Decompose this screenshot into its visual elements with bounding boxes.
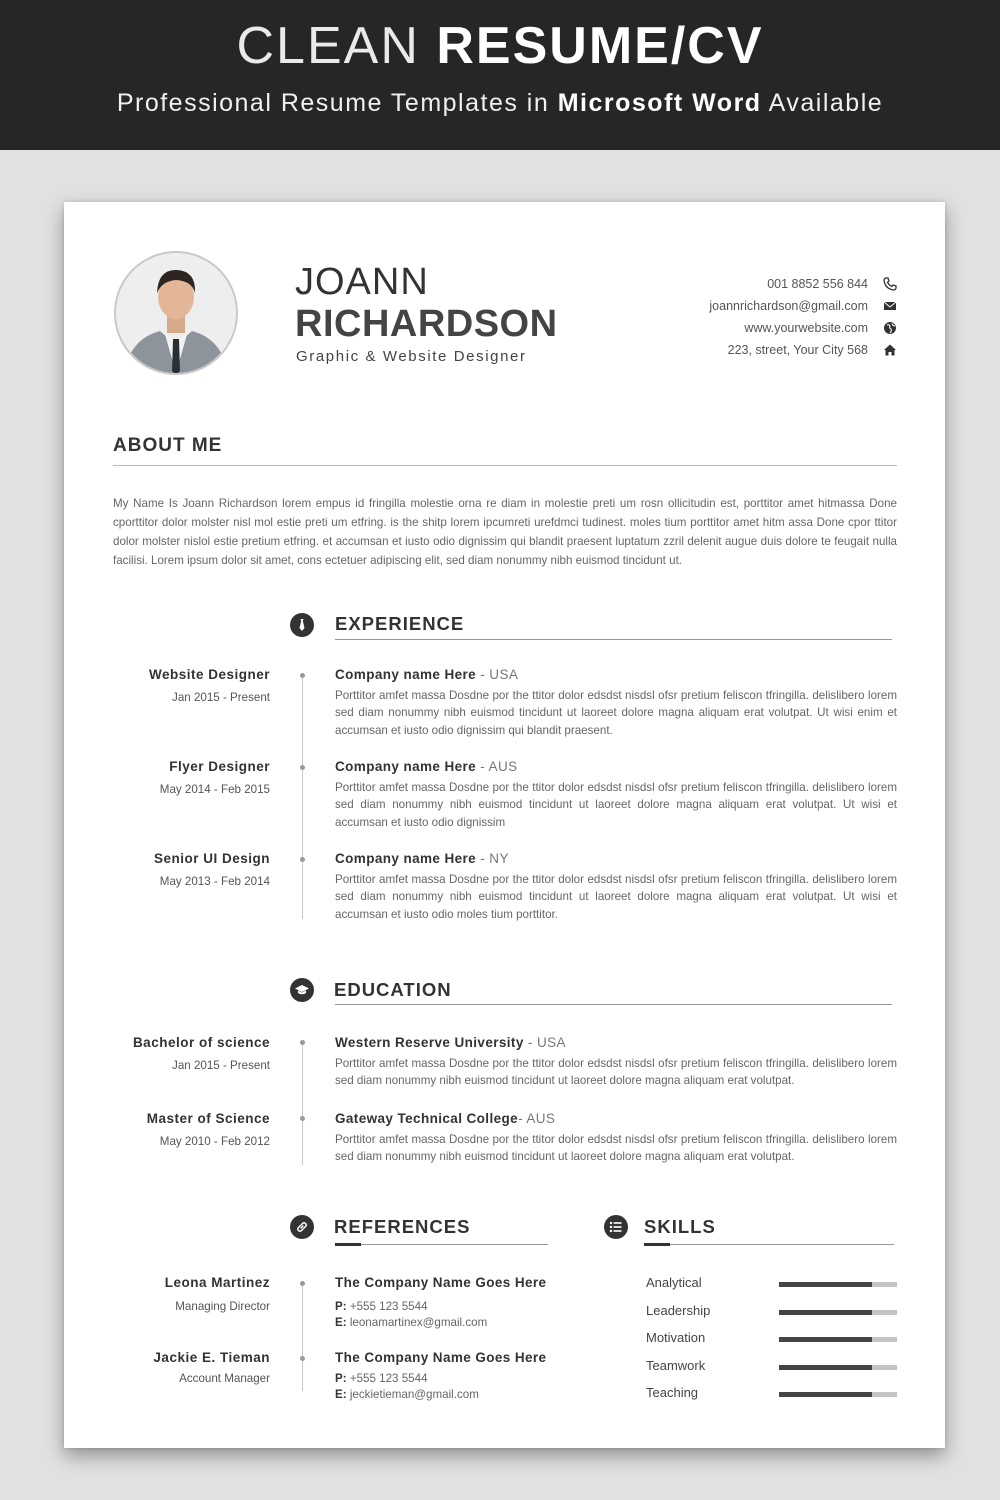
contact-address-text: 223, street, Your City 568: [727, 343, 868, 357]
company-location: - NY: [476, 851, 509, 866]
timeline-dot: [300, 1040, 305, 1045]
references-heading: REFERENCES: [334, 1216, 471, 1237]
reference-position: Account Manager: [179, 1372, 270, 1385]
timeline-dot: [300, 857, 305, 862]
education-school: [335, 1035, 566, 1050]
phone-value: +555 123 5544: [349, 1372, 428, 1385]
education-divider: [335, 1004, 892, 1005]
school-location: - AUS: [518, 1111, 556, 1126]
experience-divider: [335, 639, 892, 640]
education-school: [335, 1111, 555, 1126]
contact-email: [709, 295, 897, 317]
skill-bar: [779, 1310, 897, 1315]
resume-page: [64, 202, 945, 1448]
education-dates: May 2010 - Feb 2012: [159, 1135, 270, 1148]
banner-title-light: CLEAN: [236, 17, 420, 75]
education-description: Porttitor amfet massa Dosdne por the ttitor dolor edsdst nisdsl ofsr pretium feliscon tfringilla. delislibero lorem sed diam nonummy nibh euismod tincidunt ut laoreet dolore magna aliquam erat volutpat.: [335, 1057, 897, 1088]
reference-company-name: The Company Name Goes Here: [335, 1275, 547, 1290]
phone-label: P:: [335, 1372, 347, 1385]
last-name: RICHARDSON: [295, 303, 558, 345]
reference-company: [335, 1350, 546, 1365]
banner-subtitle-post: Available: [768, 89, 884, 117]
contact-phone-text: 001 8852 556 844: [767, 277, 868, 291]
reference-email: [335, 1387, 479, 1403]
company-name: Company name Here: [335, 759, 477, 774]
experience-company: [335, 851, 509, 866]
about-heading: ABOUT ME: [113, 435, 223, 456]
banner-subtitle-bold: Microsoft Word: [557, 89, 762, 117]
experience-role: Website Designer: [148, 667, 270, 682]
skill-bar-fill: [779, 1392, 872, 1397]
profile-photo: [114, 251, 238, 375]
experience-dates: May 2014 - Feb 2015: [159, 783, 270, 796]
banner-subtitle: [0, 87, 1000, 119]
skills-heading: SKILLS: [644, 1216, 716, 1237]
education-timeline: [302, 1042, 303, 1165]
email-value: leonamartinex@gmail.com: [349, 1316, 488, 1329]
company-location: - AUS: [476, 759, 518, 774]
experience-company: [335, 759, 518, 774]
references-divider: [335, 1244, 548, 1245]
skill-name: Teaching: [646, 1385, 699, 1400]
education-degree: Master of Science: [146, 1111, 270, 1126]
education-degree: Bachelor of science: [132, 1035, 270, 1050]
link-icon: [290, 1215, 314, 1239]
skill-name: Teamwork: [646, 1357, 706, 1373]
company-location: - USA: [476, 667, 519, 682]
reference-name: Leona Martinez: [164, 1275, 270, 1290]
contact-email-text: joannrichardson@gmail.com: [709, 299, 868, 313]
reference-phone: [335, 1371, 428, 1387]
skills-divider: [644, 1244, 894, 1245]
portrait-illustration: [116, 253, 236, 373]
timeline-dot: [300, 673, 305, 678]
about-text: My Name Is Joann Richardson lorem empus id fringilla molestie orna re diam in molestie preti um rosn ollicitudin est, porttitor amet hitmassa Done cporttitor dolor molster nisl mol estie preti um etfring. is the shitp lorem ipcumreti urefdmci tudinest. moles tium porttitor amet hitm assa Done cpor ttitor dolor molster nislol estie pretium etfring. et accumsan et iusto odio dignissim qui blandit praesent luptatum zzril delenit augue duis dolore te feugait nulla facilisi. Lorem ipsum dolor sit amet, cons ectetuer adipiscing elit, sed diam nonummy nibh euismod tincidunt ut.: [113, 497, 897, 567]
timeline-dot: [300, 1356, 305, 1361]
skill-bar-fill: [779, 1282, 872, 1287]
list-icon: [604, 1215, 628, 1239]
reference-position: Managing Director: [175, 1300, 270, 1313]
skill-bar-fill: [779, 1310, 872, 1315]
timeline-dot: [300, 765, 305, 770]
experience-role: Senior UI Design: [153, 851, 270, 866]
skill-bar: [779, 1282, 897, 1287]
education-description: Porttitor amfet massa Dosdne por the ttitor dolor edsdst nisdsl ofsr pretium feliscon tfringilla. delislibero lorem sed diam nonummy nibh euismod tincidunt ut laoreet dolore magna aliquam erat volutpat.: [335, 1133, 897, 1164]
skills-accent: [644, 1243, 670, 1246]
company-name: Company name Here: [335, 851, 477, 866]
header-banner: [0, 0, 1000, 150]
references-accent: [335, 1243, 361, 1246]
reference-email: [335, 1315, 487, 1331]
references-timeline: [302, 1281, 303, 1391]
email-label: E:: [335, 1388, 347, 1401]
experience-description: Porttitor amfet massa Dosdne por the ttitor dolor edsdst nisdsl ofsr pretium feliscon tfringilla. delislibero lorem sed diam nonummy nibh euismod tincidunt ut laoreet dolore magna aliquam erat volutpat. Ut wisi et accumsan et iusto odio dignissim: [335, 781, 897, 829]
email-label: E:: [335, 1316, 347, 1329]
school-name: Gateway Technical College: [335, 1111, 519, 1126]
experience-dates: Jan 2015 - Present: [172, 691, 270, 704]
school-name: Western Reserve University: [335, 1035, 524, 1050]
banner-title: [0, 14, 1000, 78]
experience-heading: EXPERIENCE: [335, 613, 465, 634]
contact-address: [709, 339, 897, 361]
reference-company-name: The Company Name Goes Here: [335, 1350, 547, 1365]
timeline-dot: [300, 1281, 305, 1286]
reference-name: Jackie E. Tieman: [153, 1350, 270, 1365]
globe-icon: [883, 321, 897, 335]
experience-description: Porttitor amfet massa Dosdne por the ttitor dolor edsdst nisdsl ofsr pretium feliscon tfringilla. delislibero lorem sed diam nonummy nibh euismod tincidunt ut laoreet dolore magna aliquam erat volutpat. Ut wisi enim et accumsan et iusto odio dignissim qui blandit praesent.: [335, 689, 897, 737]
skill-name: Analytical: [646, 1275, 702, 1290]
banner-title-bold: RESUME/CV: [436, 17, 764, 75]
reference-phone: [335, 1299, 428, 1315]
envelope-icon: [883, 299, 897, 313]
email-value: jeckietieman@gmail.com: [349, 1388, 479, 1401]
skill-bar: [779, 1365, 897, 1370]
contact-list: [709, 273, 897, 361]
skill-name: Motivation: [646, 1330, 706, 1345]
phone-value: +555 123 5544: [349, 1300, 428, 1313]
experience-description: Porttitor amfet massa Dosdne por the ttitor dolor edsdst nisdsl ofsr pretium feliscon tfringilla. delislibero lorem sed diam nonummy nibh euismod tincidunt ut laoreet dolore magna aliquam erat volutpat. Ut wisi et accumsan et iusto odio moles tium porttitor.: [335, 873, 897, 921]
home-icon: [883, 343, 897, 357]
skill-bar: [779, 1392, 897, 1397]
first-name: JOANN: [295, 261, 429, 303]
experience-company: [335, 667, 518, 682]
experience-dates: May 2013 - Feb 2014: [159, 875, 270, 888]
experience-timeline: [302, 674, 303, 919]
about-divider: [113, 465, 897, 466]
skill-bar-fill: [779, 1365, 872, 1370]
experience-role: Flyer Designer: [169, 759, 270, 774]
education-dates: Jan 2015 - Present: [172, 1059, 270, 1072]
tie-icon: [290, 613, 314, 637]
job-title: Graphic & Website Designer: [296, 348, 527, 365]
graduation-cap-icon: [290, 978, 314, 1002]
company-name: Company name Here: [335, 667, 477, 682]
contact-phone: [709, 273, 897, 295]
phone-label: P:: [335, 1300, 347, 1313]
timeline-dot: [300, 1116, 305, 1121]
skill-name: Leadership: [646, 1302, 711, 1318]
contact-website-text: www.yourwebsite.com: [744, 321, 868, 335]
skill-bar: [779, 1337, 897, 1342]
education-heading: EDUCATION: [334, 979, 452, 1000]
phone-icon: [883, 277, 897, 291]
banner-subtitle-pre: Professional Resume Templates in: [116, 89, 550, 117]
skill-bar-fill: [779, 1337, 872, 1342]
school-location: - USA: [523, 1035, 566, 1050]
contact-website: [709, 317, 897, 339]
reference-company: [335, 1275, 546, 1290]
